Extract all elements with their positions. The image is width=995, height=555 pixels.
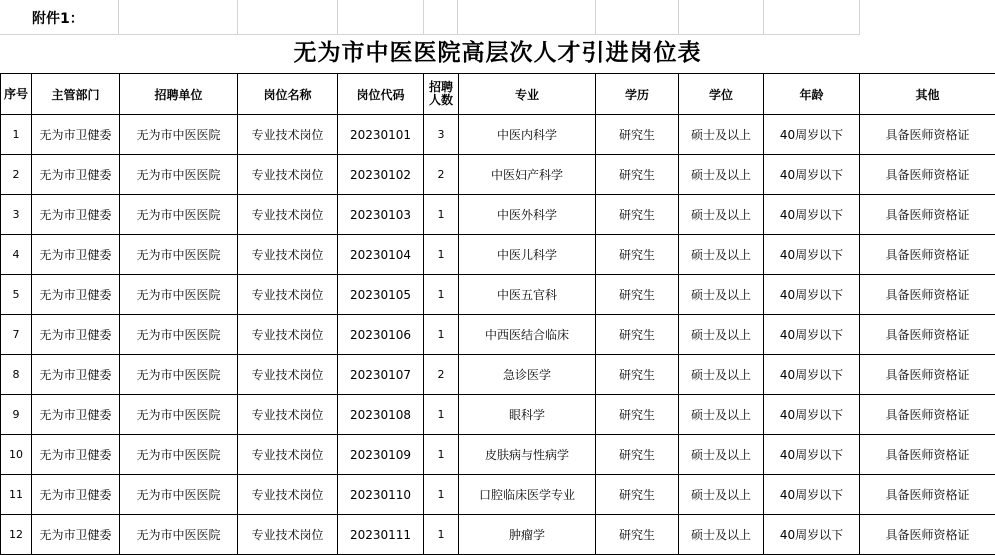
cell-age[interactable]: 40周岁以下 xyxy=(764,515,860,555)
cell-edu[interactable]: 研究生 xyxy=(596,515,679,555)
cell-code[interactable]: 20230108 xyxy=(338,395,424,435)
cell-seq[interactable]: 11 xyxy=(1,475,32,515)
header-post[interactable]: 岗位名称 xyxy=(238,74,338,115)
cell-edu[interactable]: 研究生 xyxy=(596,395,679,435)
cell-code[interactable]: 20230106 xyxy=(338,315,424,355)
table-row xyxy=(1,115,995,155)
cell-count[interactable]: 1 xyxy=(424,475,459,515)
cell-count[interactable]: 1 xyxy=(424,275,459,315)
cell-dept[interactable]: 无为市卫健委 xyxy=(32,235,120,275)
cell-other[interactable]: 具备医师资格证 xyxy=(860,475,995,515)
header-code[interactable]: 岗位代码 xyxy=(338,74,424,115)
header-seq[interactable]: 序号 xyxy=(1,74,32,115)
header-major[interactable]: 专业 xyxy=(459,74,596,115)
cell-code[interactable]: 20230109 xyxy=(338,435,424,475)
cell-unit[interactable]: 无为市中医医院 xyxy=(120,475,238,515)
cell-post[interactable]: 专业技术岗位 xyxy=(238,115,338,155)
cell-unit[interactable]: 无为市中医医院 xyxy=(120,315,238,355)
cell-other[interactable]: 具备医师资格证 xyxy=(860,515,995,555)
cell-seq[interactable]: 5 xyxy=(1,275,32,315)
header-row xyxy=(1,74,995,115)
cell-seq[interactable]: 9 xyxy=(1,395,32,435)
cell-major[interactable]: 中医妇产科学 xyxy=(459,155,596,195)
cell-post[interactable]: 专业技术岗位 xyxy=(238,355,338,395)
cell-seq[interactable]: 8 xyxy=(1,355,32,395)
cell-edu[interactable]: 研究生 xyxy=(596,315,679,355)
header-edu[interactable]: 学历 xyxy=(596,74,679,115)
cell-major[interactable]: 中医外科学 xyxy=(459,195,596,235)
cell-count[interactable]: 1 xyxy=(424,515,459,555)
cell-major[interactable]: 中西医结合临床 xyxy=(459,315,596,355)
annex-row xyxy=(0,0,860,35)
table-row xyxy=(1,475,995,515)
table-row xyxy=(1,435,995,475)
cell-other[interactable]: 具备医师资格证 xyxy=(860,115,995,155)
cell-unit[interactable]: 无为市中医医院 xyxy=(120,395,238,435)
cell-edu[interactable]: 研究生 xyxy=(596,275,679,315)
cell-other[interactable]: 具备医师资格证 xyxy=(860,315,995,355)
annex-cell[interactable] xyxy=(763,0,860,34)
cell-major[interactable]: 中医儿科学 xyxy=(459,235,596,275)
cell-post[interactable]: 专业技术岗位 xyxy=(238,235,338,275)
cell-code[interactable]: 20230110 xyxy=(338,475,424,515)
cell-unit[interactable]: 无为市中医医院 xyxy=(120,275,238,315)
cell-age[interactable]: 40周岁以下 xyxy=(764,315,860,355)
cell-post[interactable]: 专业技术岗位 xyxy=(238,435,338,475)
cell-count[interactable]: 1 xyxy=(424,235,459,275)
cell-code[interactable]: 20230101 xyxy=(338,115,424,155)
table-row xyxy=(1,235,995,275)
cell-age[interactable]: 40周岁以下 xyxy=(764,115,860,155)
cell-unit[interactable]: 无为市中医医院 xyxy=(120,195,238,235)
cell-degree[interactable]: 硕士及以上 xyxy=(679,275,764,315)
cell-post[interactable]: 专业技术岗位 xyxy=(238,395,338,435)
cell-age[interactable]: 40周岁以下 xyxy=(764,155,860,195)
header-count[interactable]: 招聘人数 xyxy=(424,74,459,115)
cell-edu[interactable]: 研究生 xyxy=(596,155,679,195)
cell-code[interactable]: 20230107 xyxy=(338,355,424,395)
table-row xyxy=(1,195,995,235)
cell-unit[interactable]: 无为市中医医院 xyxy=(120,515,238,555)
cell-dept[interactable]: 无为市卫健委 xyxy=(32,395,120,435)
cell-degree[interactable]: 硕士及以上 xyxy=(679,195,764,235)
cell-degree[interactable]: 硕士及以上 xyxy=(679,355,764,395)
cell-code[interactable]: 20230102 xyxy=(338,155,424,195)
cell-major[interactable]: 肿瘤学 xyxy=(459,515,596,555)
table-row xyxy=(1,515,995,555)
cell-dept[interactable]: 无为市卫健委 xyxy=(32,275,120,315)
header-unit[interactable]: 招聘单位 xyxy=(120,74,238,115)
table-row xyxy=(1,395,995,435)
table-row xyxy=(1,355,995,395)
cell-other[interactable]: 具备医师资格证 xyxy=(860,435,995,475)
cell-degree[interactable]: 硕士及以上 xyxy=(679,395,764,435)
cell-edu[interactable]: 研究生 xyxy=(596,235,679,275)
annex-cell[interactable] xyxy=(337,0,424,34)
cell-dept[interactable]: 无为市卫健委 xyxy=(32,115,120,155)
cell-dept[interactable]: 无为市卫健委 xyxy=(32,475,120,515)
table-row xyxy=(1,155,995,195)
cell-age[interactable]: 40周岁以下 xyxy=(764,275,860,315)
cell-dept[interactable]: 无为市卫健委 xyxy=(32,315,120,355)
position-table xyxy=(0,73,995,555)
cell-unit[interactable]: 无为市中医医院 xyxy=(120,435,238,475)
cell-edu[interactable]: 研究生 xyxy=(596,115,679,155)
cell-degree[interactable]: 硕士及以上 xyxy=(679,235,764,275)
cell-seq[interactable]: 4 xyxy=(1,235,32,275)
cell-seq[interactable]: 12 xyxy=(1,515,32,555)
header-degree[interactable]: 学位 xyxy=(679,74,764,115)
page-title: 无为市中医医院高层次人才引进岗位表 xyxy=(0,34,995,72)
cell-degree[interactable]: 硕士及以上 xyxy=(679,315,764,355)
cell-count[interactable]: 1 xyxy=(424,435,459,475)
cell-degree[interactable]: 硕士及以上 xyxy=(679,435,764,475)
cell-dept[interactable]: 无为市卫健委 xyxy=(32,155,120,195)
cell-major[interactable]: 口腔临床医学专业 xyxy=(459,475,596,515)
cell-code[interactable]: 20230105 xyxy=(338,275,424,315)
cell-age[interactable]: 40周岁以下 xyxy=(764,435,860,475)
cell-seq[interactable]: 1 xyxy=(1,115,32,155)
cell-code[interactable]: 20230104 xyxy=(338,235,424,275)
cell-unit[interactable]: 无为市中医医院 xyxy=(120,235,238,275)
cell-count[interactable]: 1 xyxy=(424,195,459,235)
cell-age[interactable]: 40周岁以下 xyxy=(764,475,860,515)
cell-dept[interactable]: 无为市卫健委 xyxy=(32,195,120,235)
cell-post[interactable]: 专业技术岗位 xyxy=(238,275,338,315)
header-other[interactable]: 其他 xyxy=(860,74,995,115)
cell-count[interactable]: 2 xyxy=(424,155,459,195)
cell-age[interactable]: 40周岁以下 xyxy=(764,195,860,235)
cell-age[interactable]: 40周岁以下 xyxy=(764,395,860,435)
cell-other[interactable]: 具备医师资格证 xyxy=(860,235,995,275)
cell-post[interactable]: 专业技术岗位 xyxy=(238,515,338,555)
cell-edu[interactable]: 研究生 xyxy=(596,475,679,515)
cell-dept[interactable]: 无为市卫健委 xyxy=(32,435,120,475)
cell-age[interactable]: 40周岁以下 xyxy=(764,235,860,275)
cell-count[interactable]: 1 xyxy=(424,395,459,435)
cell-edu[interactable]: 研究生 xyxy=(596,435,679,475)
cell-count[interactable]: 2 xyxy=(424,355,459,395)
cell-other[interactable]: 具备医师资格证 xyxy=(860,195,995,235)
cell-post[interactable]: 专业技术岗位 xyxy=(238,315,338,355)
cell-post[interactable]: 专业技术岗位 xyxy=(238,195,338,235)
cell-major[interactable]: 皮肤病与性病学 xyxy=(459,435,596,475)
cell-unit[interactable]: 无为市中医医院 xyxy=(120,355,238,395)
annex-cell[interactable] xyxy=(457,0,596,34)
cell-post[interactable]: 专业技术岗位 xyxy=(238,155,338,195)
cell-edu[interactable]: 研究生 xyxy=(596,195,679,235)
cell-major[interactable]: 中医内科学 xyxy=(459,115,596,155)
cell-seq[interactable]: 7 xyxy=(1,315,32,355)
annex-cell[interactable] xyxy=(595,0,679,34)
cell-seq[interactable]: 10 xyxy=(1,435,32,475)
header-dept[interactable]: 主管部门 xyxy=(32,74,120,115)
cell-degree[interactable]: 硕士及以上 xyxy=(679,515,764,555)
cell-code[interactable]: 20230103 xyxy=(338,195,424,235)
table-row xyxy=(1,315,995,355)
cell-count[interactable]: 1 xyxy=(424,315,459,355)
cell-count[interactable]: 3 xyxy=(424,115,459,155)
annex-cell[interactable] xyxy=(678,0,764,34)
cell-major[interactable]: 中医五官科 xyxy=(459,275,596,315)
header-age[interactable]: 年龄 xyxy=(764,74,860,115)
cell-edu[interactable]: 研究生 xyxy=(596,355,679,395)
cell-major[interactable]: 眼科学 xyxy=(459,395,596,435)
cell-post[interactable]: 专业技术岗位 xyxy=(238,475,338,515)
cell-seq[interactable]: 2 xyxy=(1,155,32,195)
cell-dept[interactable]: 无为市卫健委 xyxy=(32,355,120,395)
annex-cell[interactable] xyxy=(237,0,338,34)
cell-other[interactable]: 具备医师资格证 xyxy=(860,155,995,195)
cell-other[interactable]: 具备医师资格证 xyxy=(860,275,995,315)
cell-code[interactable]: 20230111 xyxy=(338,515,424,555)
cell-degree[interactable]: 硕士及以上 xyxy=(679,475,764,515)
table-row xyxy=(1,275,995,315)
cell-unit[interactable]: 无为市中医医院 xyxy=(120,155,238,195)
annex-label: 附件1： xyxy=(32,8,84,28)
cell-other[interactable]: 具备医师资格证 xyxy=(860,395,995,435)
cell-unit[interactable]: 无为市中医医院 xyxy=(120,115,238,155)
cell-other[interactable]: 具备医师资格证 xyxy=(860,355,995,395)
cell-seq[interactable]: 3 xyxy=(1,195,32,235)
annex-cell[interactable] xyxy=(423,0,458,34)
annex-cell[interactable] xyxy=(118,0,238,34)
cell-degree[interactable]: 硕士及以上 xyxy=(679,115,764,155)
cell-age[interactable]: 40周岁以下 xyxy=(764,355,860,395)
cell-major[interactable]: 急诊医学 xyxy=(459,355,596,395)
cell-degree[interactable]: 硕士及以上 xyxy=(679,155,764,195)
cell-dept[interactable]: 无为市卫健委 xyxy=(32,515,120,555)
